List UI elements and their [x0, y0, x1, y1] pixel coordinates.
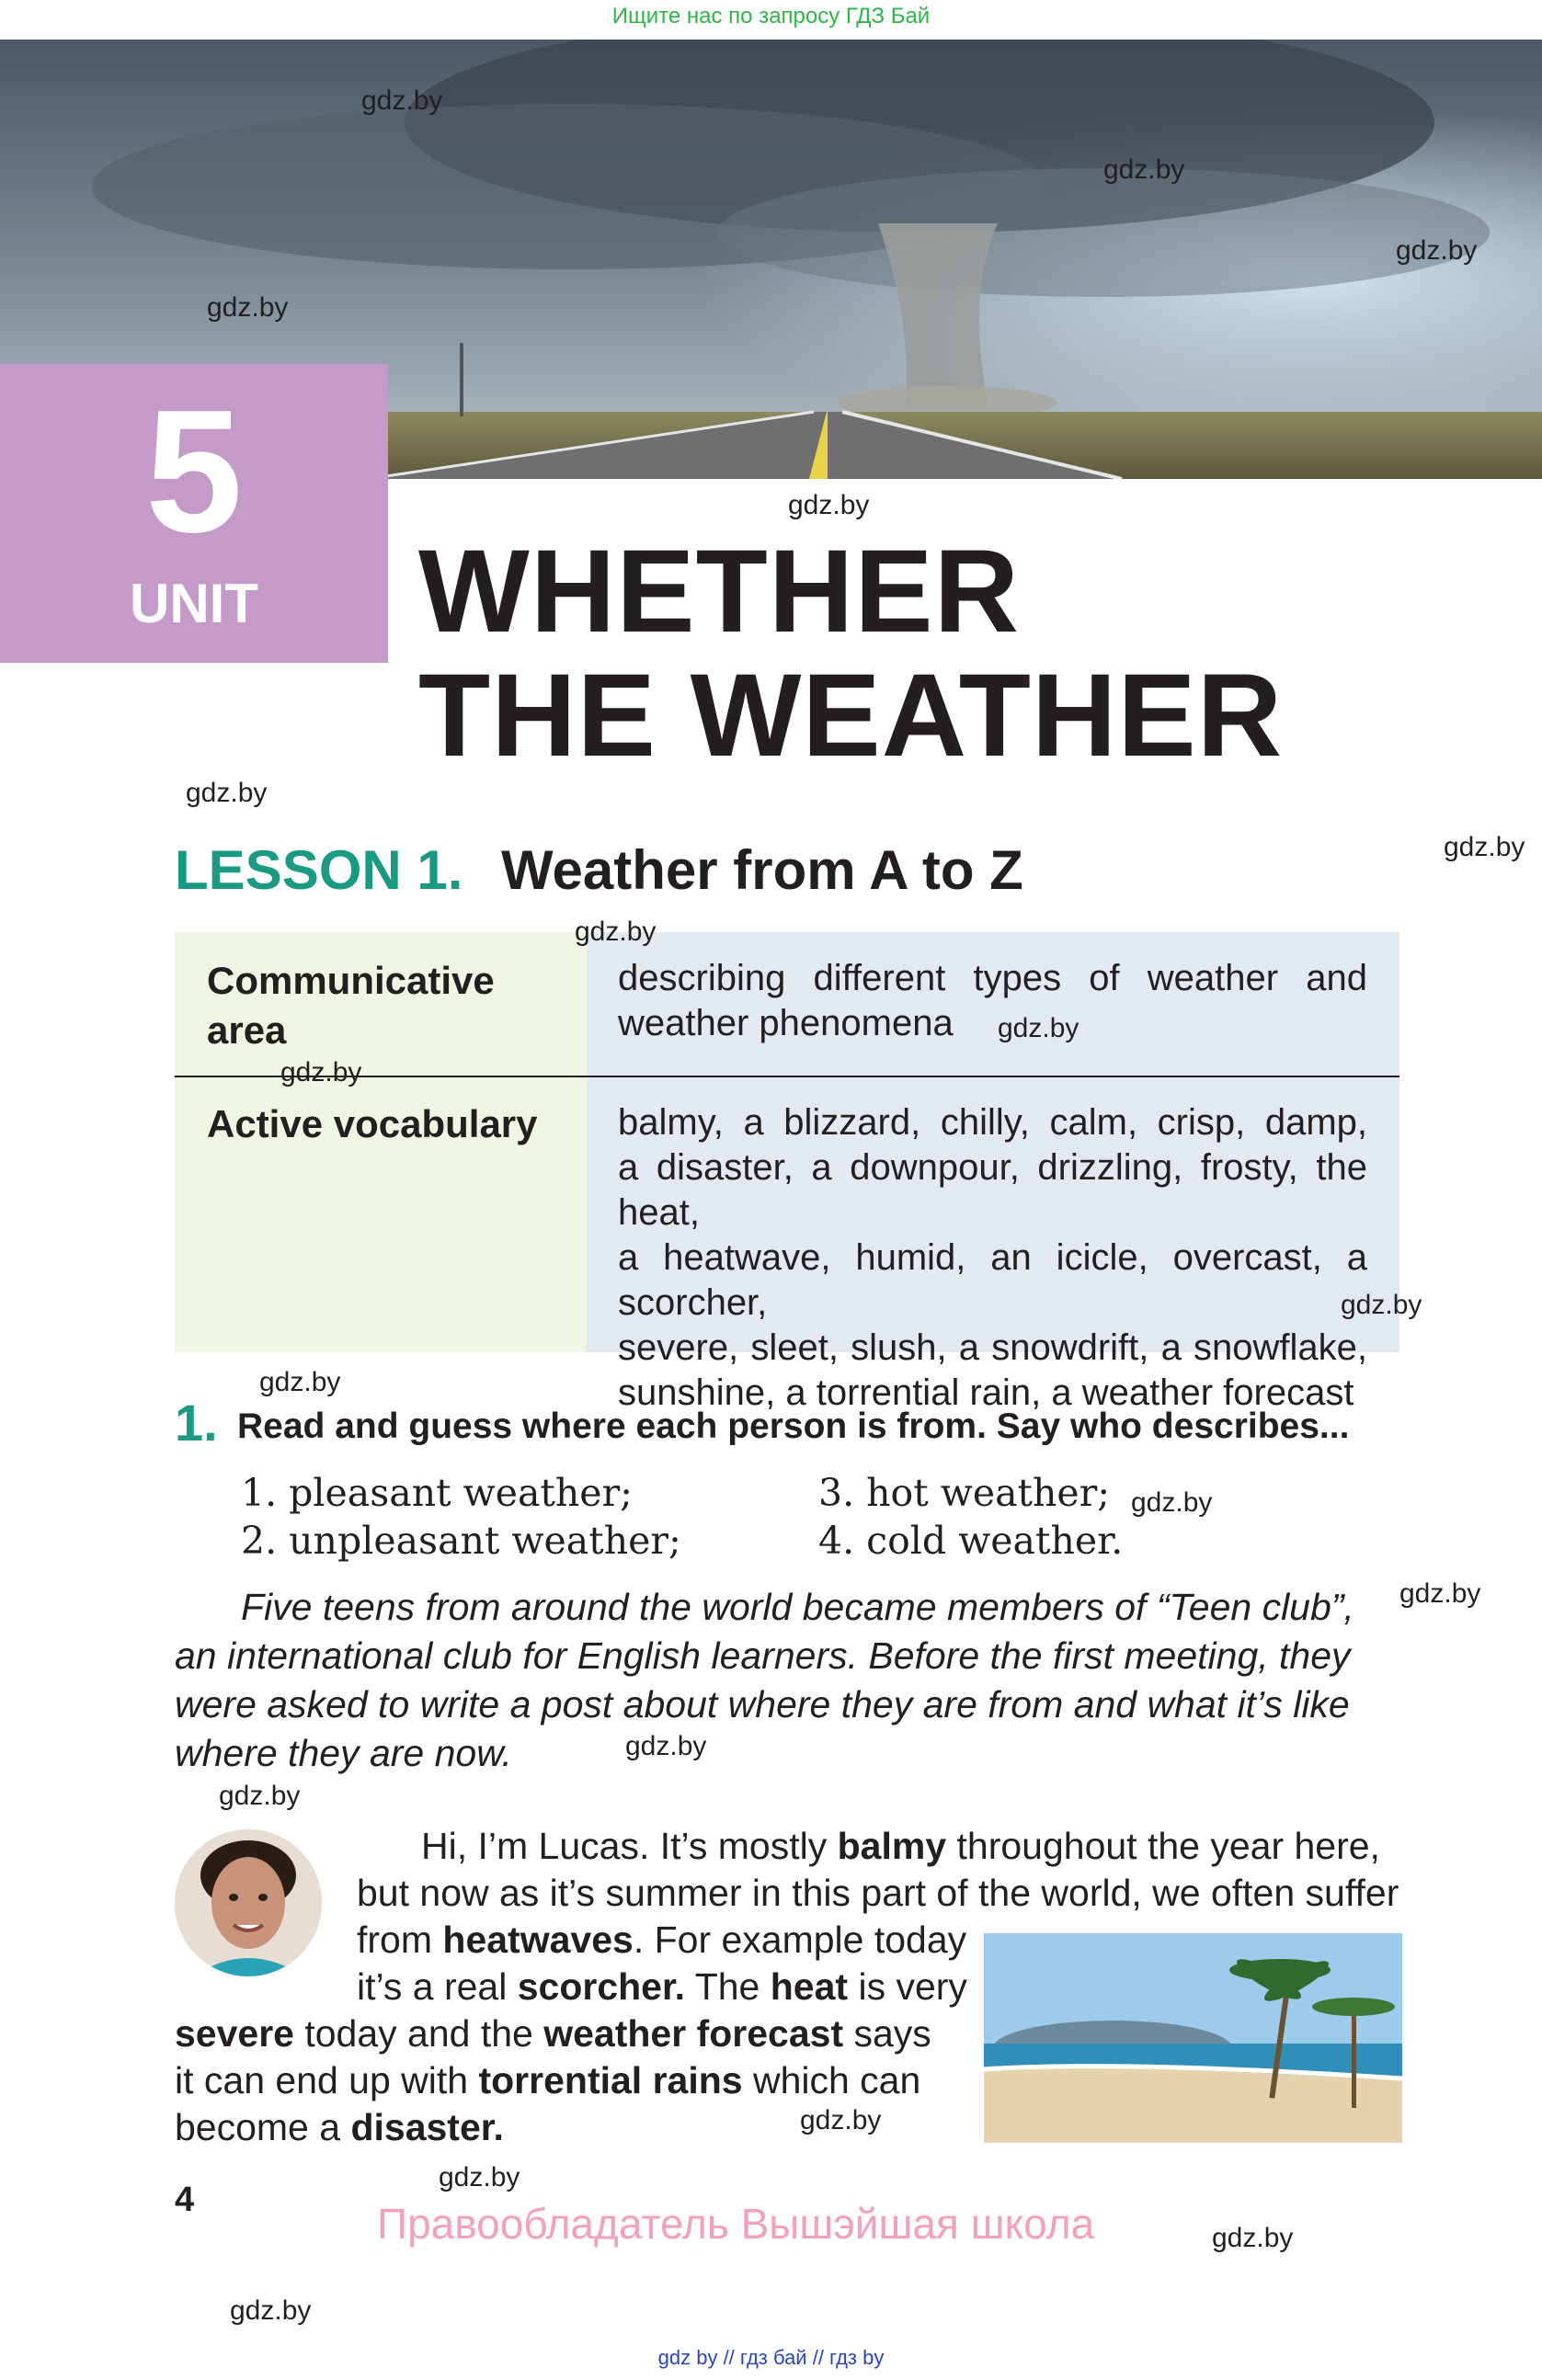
watermark: gdz.by: [186, 778, 268, 808]
lucas-post-line: but now as it’s summer in this part of the world, we often suffer: [357, 1872, 1399, 1914]
watermark: gdz.by: [1212, 2223, 1294, 2253]
watermark: gdz.by: [361, 85, 443, 116]
unit-label: UNIT: [130, 573, 258, 634]
lucas-post-line: Hi, I’m Lucas. It’s mostly balmy throughout the year here,: [421, 1825, 1380, 1867]
rights-holder: Правообладатель Вышэйшая школа: [377, 2200, 1095, 2248]
list-item: 3. hot weather;: [818, 1471, 1111, 1515]
lucas-post-line: become a disaster.: [175, 2106, 504, 2148]
watermark: gdz.by: [219, 1781, 301, 1811]
lucas-post-line: it’s a real scorcher. The heat is very: [357, 1965, 967, 2008]
watermark: gdz.by: [575, 917, 657, 947]
communicative-area-heading: Communicative area: [207, 959, 495, 1052]
lucas-post-line: severe today and the weather forecast says: [175, 2012, 931, 2055]
list-item: 4. cold weather.: [818, 1519, 1124, 1563]
unit-number: 5: [145, 374, 243, 569]
lesson-title: Weather from A to Z: [501, 839, 1023, 901]
exercise-instruction: Read and guess where each person is from. Say who describes...: [237, 1406, 1350, 1446]
lesson-label: LESSON 1.: [175, 839, 463, 901]
watermark: gdz.by: [259, 1367, 341, 1397]
page-number: 4: [175, 2181, 195, 2219]
watermark: gdz.by: [1103, 154, 1185, 185]
watermark: gdz.by: [1131, 1487, 1213, 1518]
lucas-avatar: [175, 1829, 322, 1976]
watermark: gdz.by: [800, 2105, 882, 2135]
watermark: gdz.by: [439, 2162, 520, 2192]
watermark: gdz.by: [1396, 235, 1478, 266]
lucas-post-line: from heatwaves. For example today: [357, 1919, 967, 1961]
top-banner[interactable]: Ищите нас по запросу ГДЗ Бай: [611, 4, 931, 28]
watermark: gdz.by: [998, 1013, 1079, 1043]
exercise-intro: Five teens from around the world became members of “Teen club”, an international club for English learners. Before the first meeting, they were asked to write a post about where they are from and what it’s like where they are now.: [175, 1586, 1354, 1774]
watermark: gdz.by: [280, 1057, 362, 1088]
active-vocabulary-heading: Active vocabulary: [207, 1102, 538, 1145]
active-vocabulary-list: balmy, a blizzard, chilly, calm, crisp, damp, a disaster, a downpour, drizzling, frosty, the heat, a heatwave, humid, an icicle, overcast, a scorcher, severe, sleet, slush, a snowdrift, a snowflake, sunshine, a torrential rain, a weather forecast: [618, 1102, 1367, 1413]
watermark: gdz.by: [1444, 832, 1525, 862]
watermark: gdz.by: [788, 490, 870, 520]
watermark: gdz.by: [1399, 1578, 1481, 1609]
lucas-post-line: it can end up with torrential rains which can: [175, 2059, 921, 2101]
unit-title-line1: WHETHER: [418, 526, 1021, 657]
list-item: 2. unpleasant weather;: [241, 1519, 681, 1563]
bottom-banner[interactable]: gdz by // гдз бай // гдз by: [657, 2346, 885, 2369]
communicative-area-content: describing different types of weather and weather phenomena: [618, 958, 1367, 1043]
unit-title-line2: THE WEATHER: [418, 650, 1284, 781]
watermark: gdz.by: [1341, 1290, 1422, 1320]
beach-photo: [984, 1933, 1402, 2143]
exercise-number: 1.: [175, 1394, 218, 1452]
list-item: 1. pleasant weather;: [241, 1471, 633, 1515]
watermark: gdz.by: [230, 2295, 312, 2326]
watermark: gdz.by: [625, 1731, 707, 1761]
watermark: gdz.by: [207, 292, 289, 323]
